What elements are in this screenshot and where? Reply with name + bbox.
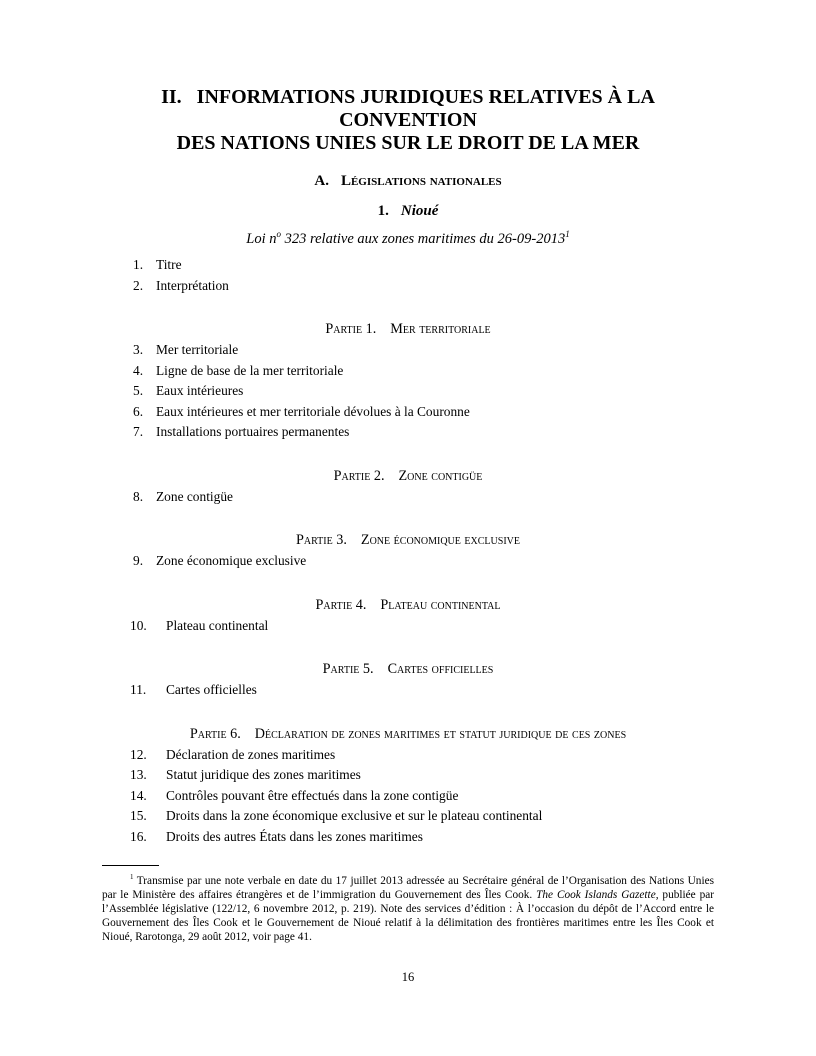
item-text: Eaux intérieures et mer territoriale dévolues à la Couronne [156, 403, 470, 419]
item-number: 16. [130, 828, 147, 844]
part-heading-3 [102, 530, 714, 551]
item-number: 3. [133, 342, 144, 357]
part-label: Partie 5. [322, 661, 374, 677]
document-content [102, 86, 714, 847]
law-title [102, 230, 714, 248]
part-label: Partie 4. [315, 596, 367, 613]
part-label: Partie 1. [325, 321, 377, 337]
item-text: Titre [156, 257, 182, 272]
item-number: 12. [130, 746, 147, 762]
item-text: Cartes officielles [166, 682, 257, 697]
item-text: Interprétation [156, 277, 229, 293]
page-number: 16 [401, 970, 415, 984]
item-number: 9. [133, 553, 144, 568]
part-label: Partie 2. [333, 467, 385, 484]
toc-item [102, 551, 714, 572]
country-number: 1. [377, 203, 389, 219]
footnote-part1: Transmise par une note verbale en date du 17 juillet 2013 adressée au Secrétaire général de l’Organisation des Nations Unies par le Ministère des affaires étrangères et de l’immigration du Gouvernement des Îles Cook. [102, 875, 714, 901]
item-text: Droits dans la zone économique exclusive et sur le plateau continental [166, 808, 543, 823]
section-title [102, 86, 714, 155]
item-number: 7. [133, 424, 144, 439]
part-heading-2 [102, 466, 714, 487]
item-text: Zone contigüe [156, 488, 233, 504]
item-number: 14. [130, 787, 147, 803]
item-text: Déclaration de zones maritimes [166, 746, 336, 762]
part-label: Partie 3. [295, 532, 347, 548]
part-heading-1 [102, 319, 714, 340]
item-number: 5. [133, 383, 144, 398]
law-title-ordinal: o [276, 229, 282, 240]
toc-item [102, 786, 714, 807]
item-text: Statut juridique des zones maritimes [166, 767, 361, 782]
item-number: 6. [133, 403, 144, 419]
footnote-marker: 1 [130, 873, 134, 882]
item-text: Plateau continental [166, 617, 269, 633]
item-number: 2. [133, 277, 144, 293]
footnote [102, 865, 714, 944]
toc-item [102, 402, 714, 423]
part-title: Cartes officielles [387, 661, 494, 677]
footnote-part2: publiée par l’Assemblée législative (122/12, 6 novembre 2012, p. 219). Note des services d’édition : À l’occasion du dépôt de l’Accord entre le Gouvernement des Îles Cook et le Gouvernement de Nioué relatif à la délimitation des frontières maritimes entre les Îles Cook et Nioué, Rarotonga, 29 août 2012, voir page 41. [102, 889, 714, 943]
item-text: Eaux intérieures [156, 383, 244, 398]
section-title-line2: DES NATIONS UNIES SUR LE DROIT DE LA MER [176, 132, 640, 154]
item-number: 11. [130, 682, 147, 697]
toc-item [102, 276, 714, 297]
law-title-rest: 323 relative aux zones maritimes du 26-09-2013 [281, 231, 566, 247]
toc-item [102, 745, 714, 766]
section-title-text: INFORMATIONS JURIDIQUES RELATIVES À LA CONVENTION [196, 86, 655, 131]
subsection-heading [102, 172, 714, 190]
item-text: Droits des autres États dans les zones maritimes [166, 828, 423, 844]
item-number: 15. [130, 808, 147, 823]
law-title-prefix: Loi n [246, 231, 277, 247]
footnote-ref: 1 [565, 229, 570, 240]
footnote-separator [102, 865, 159, 866]
item-text: Contrôles pouvant être effectués dans la zone contigüe [166, 787, 459, 803]
item-text: Ligne de base de la mer territoriale [156, 362, 344, 378]
item-text: Mer territoriale [156, 342, 239, 357]
item-number: 10. [130, 617, 147, 633]
subsection-title: Législations nationales [340, 173, 502, 189]
part-title: Zone économique exclusive [360, 532, 520, 548]
toc-item [102, 340, 714, 361]
table-of-contents [102, 255, 714, 847]
toc-item [102, 806, 714, 827]
toc-item [102, 616, 714, 637]
part-heading-5 [102, 659, 714, 680]
footnote-text [102, 874, 714, 944]
toc-item [102, 361, 714, 382]
toc-item [102, 255, 714, 276]
item-number: 4. [133, 362, 144, 378]
toc-item [102, 487, 714, 508]
footnote-italic-title: The Cook Islands Gazette, [536, 889, 659, 901]
part-title: Zone contigüe [398, 467, 483, 484]
part-title: Plateau continental [380, 596, 501, 613]
section-number: II. [161, 86, 182, 108]
item-number: 1. [133, 257, 144, 272]
toc-item [102, 765, 714, 786]
subsection-letter: A. [314, 173, 329, 189]
part-title: Mer territoriale [390, 321, 491, 337]
toc-item [102, 680, 714, 701]
part-label: Partie 6. [189, 725, 241, 742]
item-number: 8. [133, 488, 144, 504]
toc-item [102, 827, 714, 848]
item-text: Zone économique exclusive [156, 553, 307, 568]
country-heading [102, 202, 714, 220]
toc-item [102, 381, 714, 402]
item-text: Installations portuaires permanentes [156, 424, 350, 439]
toc-item [102, 422, 714, 443]
part-heading-6 [102, 724, 714, 745]
part-title: Déclaration de zones maritimes et statut juridique de ces zones [254, 725, 627, 742]
country-name: Nioué [400, 203, 439, 219]
section-title-line1 [102, 86, 714, 132]
item-number: 13. [130, 767, 147, 782]
part-heading-4 [102, 595, 714, 616]
